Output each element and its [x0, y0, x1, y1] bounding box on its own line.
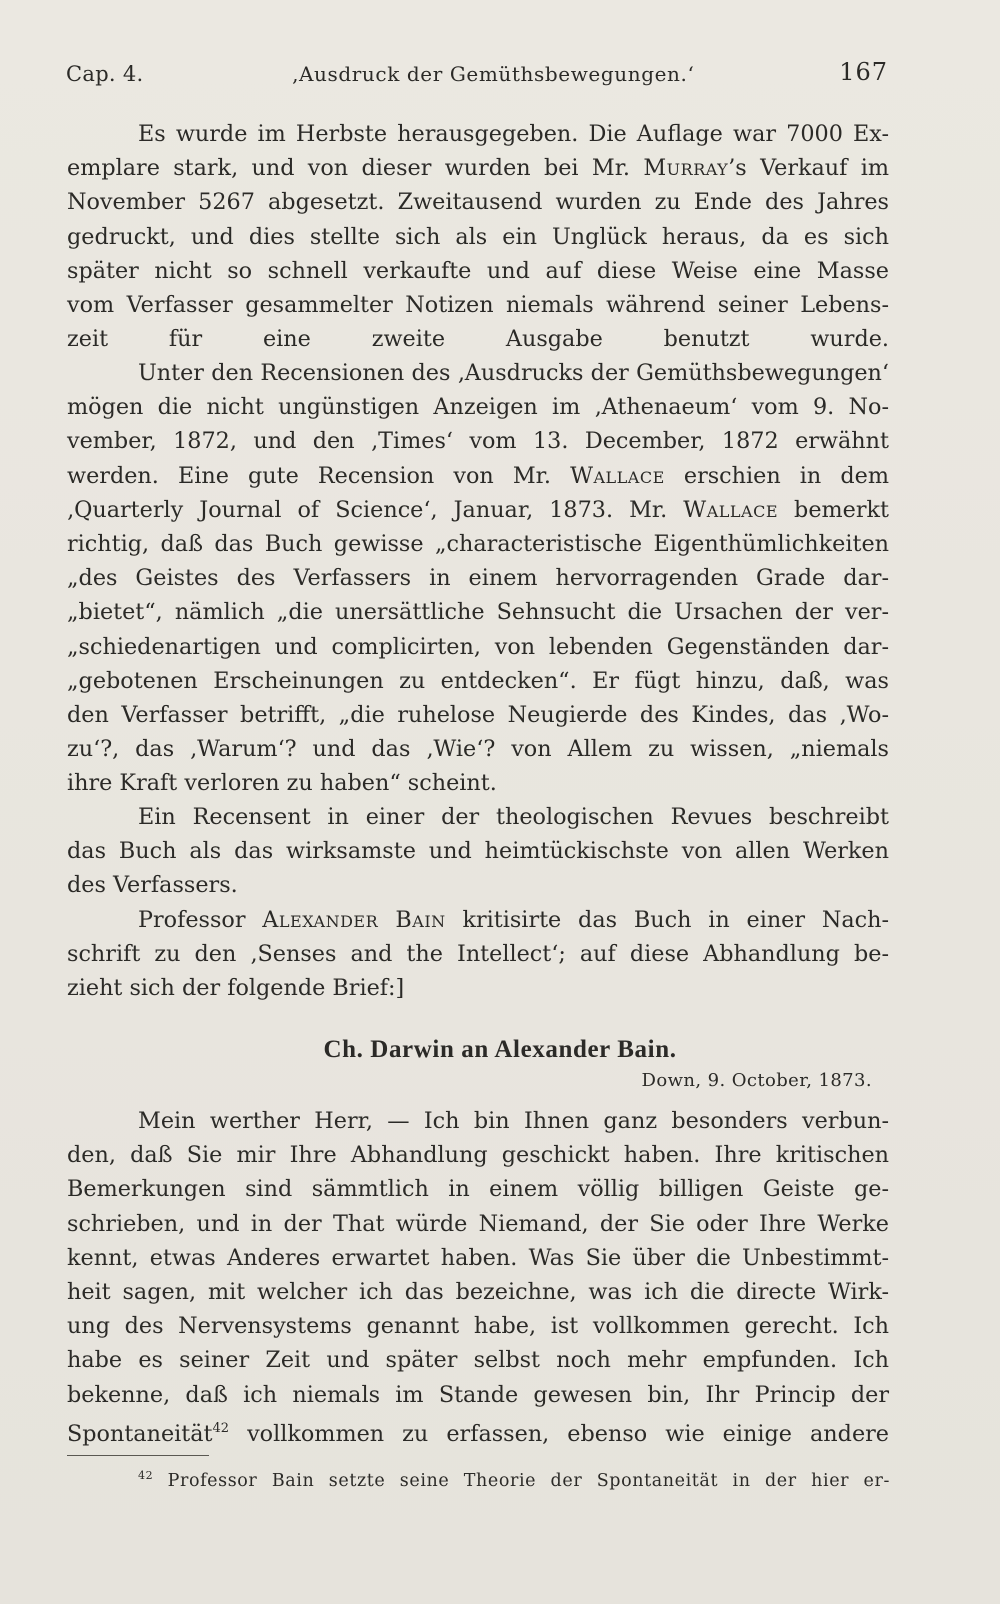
- paragraph-3: [67, 800, 889, 903]
- text-line: mögen die nicht ungünstigen Anzeigen im ‚Athenaeum‘ vom 9. No-: [67, 394, 889, 421]
- footnote: [138, 1469, 890, 1491]
- text-line: bekenne, daß ich niemals im Stande gewesen bin, Ihr Princip der: [67, 1381, 889, 1408]
- text-line: kennt, etwas Anderes erwartet haben. Was Sie über die Unbestimmt-: [67, 1244, 889, 1271]
- text-line: „schiedenartigen und complicirten, von lebenden Gegenständen dar-: [67, 633, 889, 660]
- footnote-reference[interactable]: 42: [212, 1420, 230, 1436]
- text-span: bemerkt: [778, 496, 889, 523]
- person-name: Wallace: [570, 462, 665, 489]
- text-line: Ein Recensent in einer der theologischen Revues beschreibt: [138, 804, 889, 830]
- text-span: werden. Eine gute Recension von Mr.: [67, 462, 571, 489]
- letter-body: [67, 1104, 889, 1446]
- letter-heading: Ch. Darwin an Alexander Bain.: [323, 1036, 677, 1063]
- text-line: den Verfasser betrifft, „die ruhelose Neugierde des Kindes, das ‚Wo-: [67, 701, 889, 728]
- text-line: „gebotenen Erscheinungen zu entdecken“. Er fügt hinzu, daß, was: [67, 667, 889, 694]
- text-line: richtig, daß das Buch gewisse „characteristische Eigenthümlichkeiten: [67, 530, 889, 557]
- running-header: [66, 58, 888, 88]
- text-line: heit sagen, mit welcher ich das bezeichne, was ich die directe Wirk-: [67, 1278, 889, 1305]
- text-line: vom Verfasser gesammelter Notizen niemals während seiner Lebens-: [67, 291, 889, 318]
- text-line: „bietet“, nämlich „die unersättliche Sehnsucht die Ursachen der ver-: [67, 599, 889, 626]
- footnote-text: Professor Bain setzte seine Theorie der Spontaneität in der hier er-: [153, 1471, 890, 1491]
- running-title: ‚Ausdruck der Gemüthsbewegungen.‘: [292, 62, 695, 86]
- person-name: Wallace: [683, 496, 778, 523]
- text-line: [67, 493, 889, 527]
- text-line: „des Geistes des Verfassers in einem hervorragenden Grade dar-: [67, 565, 889, 592]
- text-line: [67, 459, 889, 493]
- text-line: zieht sich der folgende Brief:]: [67, 975, 405, 1002]
- text-line: vember, 1872, und den ‚Times‘ vom 13. December, 1872 erwähnt: [67, 428, 889, 455]
- text-line: Es wurde im Herbste herausgegeben. Die Auflage war 7000 Ex-: [138, 121, 889, 147]
- text-line: später nicht so schnell verkaufte und auf diese Weise eine Masse: [67, 257, 889, 284]
- text-line: [67, 903, 889, 937]
- text-line: den, daß Sie mir Ihre Abhandlung geschickt haben. Ihre kritischen: [67, 1142, 889, 1169]
- text-span: vollkommen zu erfassen, ebenso wie einige andere: [229, 1420, 889, 1447]
- text-line: November 5267 abgesetzt. Zweitausend wurden zu Ende des Jahres: [67, 189, 889, 216]
- text-line: [67, 1412, 889, 1446]
- text-span: ’s Verkauf im: [728, 155, 889, 182]
- text-line: gedruckt, und dies stellte sich als ein Unglück heraus, da es sich: [67, 223, 889, 250]
- text-span: erschien in dem: [664, 462, 889, 489]
- text-line: [67, 151, 889, 185]
- text-line: ung des Nervensystems genannt habe, ist vollkommen gerecht. Ich: [67, 1313, 889, 1340]
- text-line: schrieben, und in der That würde Niemand, der Sie oder Ihre Werke: [67, 1210, 889, 1237]
- text-line: habe es seiner Zeit und später selbst noch mehr empfunden. Ich: [67, 1347, 889, 1374]
- paragraph-1: [67, 117, 889, 391]
- text-line: zu‘?, das ‚Warum‘? und das ‚Wie‘? von Allem zu wissen, „niemals: [67, 736, 889, 763]
- footnote-divider: [67, 1455, 209, 1456]
- text-line: schrift zu den ‚Senses and the Intellect‘; auf diese Abhandlung be-: [67, 941, 889, 968]
- person-name: Murray: [643, 155, 729, 182]
- text-line: Bemerkungen sind sämmtlich in einem völlig billigen Geiste ge-: [67, 1176, 889, 1203]
- text-span: emplare stark, und von dieser wurden bei Mr.: [67, 155, 644, 182]
- text-line: zeit für eine zweite Ausgabe benutzt wurde.: [67, 326, 889, 353]
- text-span: kritisirte das Buch in einer Nach-: [445, 907, 890, 933]
- text-span: Spontaneität: [67, 1420, 213, 1447]
- text-line: Mein werther Herr, — Ich bin Ihnen ganz besonders verbun-: [138, 1108, 889, 1134]
- text-line: das Buch als das wirksamste und heimtückischste von allen Werken: [67, 838, 889, 865]
- text-line: Unter den Recensionen des ‚Ausdrucks der Gemüthsbewegungen‘: [138, 360, 889, 386]
- letter-date: Down, 9. October, 1873.: [641, 1070, 872, 1091]
- text-line: des Verfassers.: [67, 872, 238, 899]
- page-number: 167: [839, 58, 888, 86]
- text-span: ‚Quarterly Journal of Science‘, Januar, 1873. Mr.: [67, 496, 684, 523]
- chapter-label: Cap. 4.: [66, 62, 144, 86]
- paragraph-2: [67, 356, 889, 800]
- footnote-mark: 42: [138, 1469, 154, 1482]
- text-span: Professor: [138, 907, 263, 933]
- text-line: ihre Kraft verloren zu haben“ scheint.: [67, 770, 497, 797]
- paragraph-4: [67, 903, 889, 1006]
- person-name: Alexander Bain: [262, 907, 446, 933]
